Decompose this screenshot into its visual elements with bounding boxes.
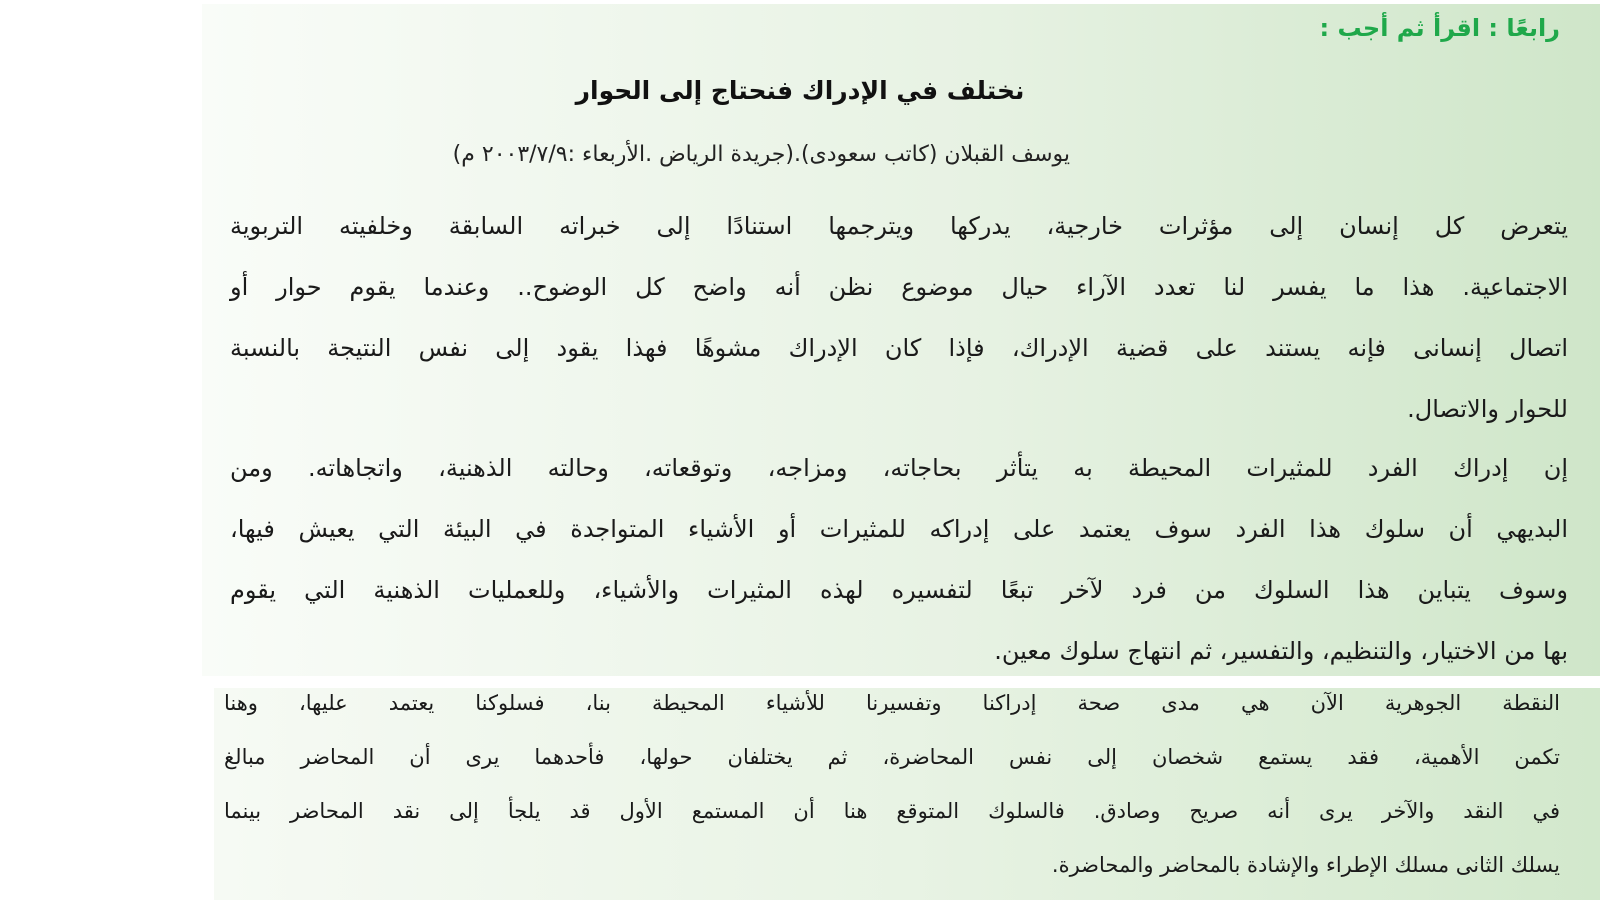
paragraph-line: يسلك الثانى مسلك الإطراء والإشادة بالمحاضر والمحاضرة. (1051, 853, 1560, 877)
paragraph-line: الاجتماعية. هذا ما يفسر لنا تعدد الآراء حيال موضوع نظن أنه واضح كل الوضوح.. وعندما يقوم حوار أو (230, 273, 1568, 301)
paragraph-line: في النقد والآخر يرى أنه صريح وصادق. فالسلوك المتوقع هنا أن المستمع الأول قد يلجأ إلى نقد المحاضر بينما (224, 799, 1560, 823)
paragraph-line: يتعرض كل إنسان إلى مؤثرات خارجية، يدركها ويترجمها استنادًا إلى خبراته السابقة وخلفيته التربوية (230, 212, 1568, 240)
paragraph-line: النقطة الجوهرية الآن هي مدى صحة إدراكنا وتفسيرنا للأشياء المحيطة بنا، فسلوكنا يعتمد عليها، وهنا (224, 691, 1560, 715)
paragraph-line: تكمن الأهمية، فقد يستمع شخصان إلى نفس المحاضرة، ثم يختلفان حولها، فأحدهما يرى أن المحاضر مبالغ (224, 745, 1560, 769)
section-heading: رابعًا : اقرأ ثم أجب : (1319, 14, 1560, 42)
article-source: يوسف القبلان (كاتب سعودى).(جريدة الرياض .الأربعاء :٢٠٠٣/٧/٩ م) (452, 142, 1070, 167)
paragraph-1 (230, 196, 1568, 440)
paragraph-line: وسوف يتباين هذا السلوك من فرد لآخر تبعًا لتفسيره لهذه المثيرات والأشياء، وللعمليات الذهنية التي يقوم (230, 576, 1568, 604)
paragraph-line: بها من الاختيار، والتنظيم، والتفسير، ثم انتهاج سلوك معين. (994, 637, 1568, 665)
paragraph-line: للحوار والاتصال. (1407, 395, 1568, 423)
paragraph-3 (224, 676, 1560, 892)
paragraph-line: إن إدراك الفرد للمثيرات المحيطة به يتأثر بحاجاته، ومزاجه، وتوقعاته، وحالته الذهنية، واتجاهاته. ومن (230, 454, 1568, 482)
paragraph-line: اتصال إنسانى فإنه يستند على قضية الإدراك، فإذا كان الإدراك مشوهًا فهذا يقود إلى نفس النتيجة بالنسبة (230, 334, 1568, 362)
paragraph-2 (230, 438, 1568, 682)
article-title: نختلف في الإدراك فنحتاج إلى الحوار (575, 76, 1025, 105)
paragraph-line: البديهي أن سلوك هذا الفرد سوف يعتمد على إدراكه للمثيرات أو الأشياء المتواجدة في البيئة التي يعيش فيها، (230, 515, 1568, 543)
